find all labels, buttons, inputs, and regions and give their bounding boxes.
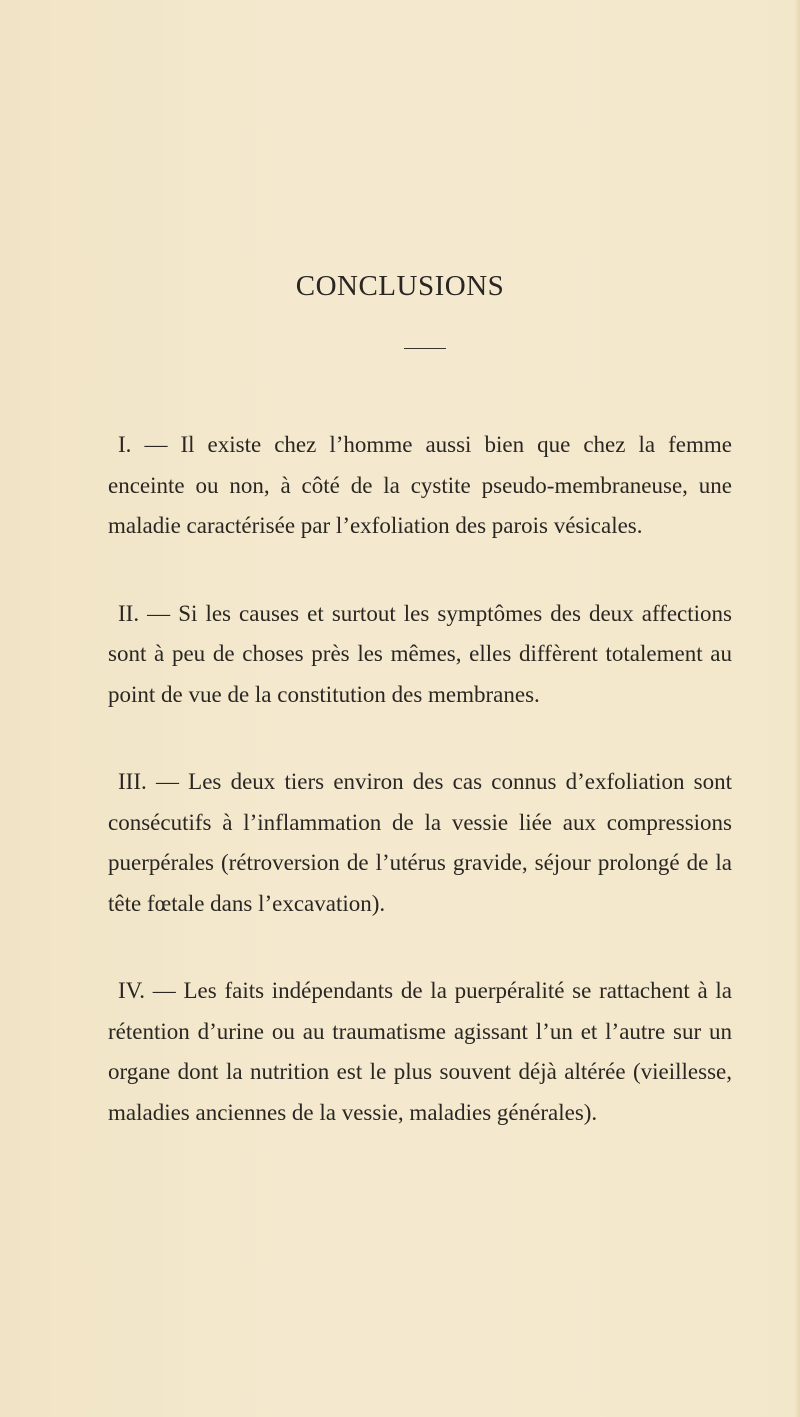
conclusion-1: I. — Il existe chez l’homme aussi bien que chez la femme enceinte ou non, à côté de la cystite pseudo-membraneuse, une maladie caractérisée par l’exfoliation des parois vésicales. (108, 432, 732, 538)
title-divider (404, 348, 446, 349)
page-title: CONCLUSIONS (295, 270, 505, 302)
page-edge (794, 0, 800, 1417)
conclusion-2: II. — Si les causes et surtout les symptômes des deux affections sont à peu de choses près les mêmes, elles diffèrent totalement au point de vue de la constitution des membranes. (108, 600, 732, 707)
conclusion-4: IV. — Les faits indépendants de la puerpéralité se rattachent à la rétention d’urine ou au traumatisme agissant l’un et l’autre sur un organe dont la nutrition est le plus souvent déjà altérée (vieillesse, maladies anciennes de la vessie, maladies générales). (108, 978, 732, 1125)
conclusion-3: III. — Les deux tiers environ des cas connus d’exfoliation sont consécutifs à l’inflammation de la vessie liée aux compressions puerpérales (rétroversion de l’utérus gravide, séjour prolongé de la tête fœtale dans l’excavation). (108, 769, 732, 916)
conclusions-list (108, 425, 732, 1133)
